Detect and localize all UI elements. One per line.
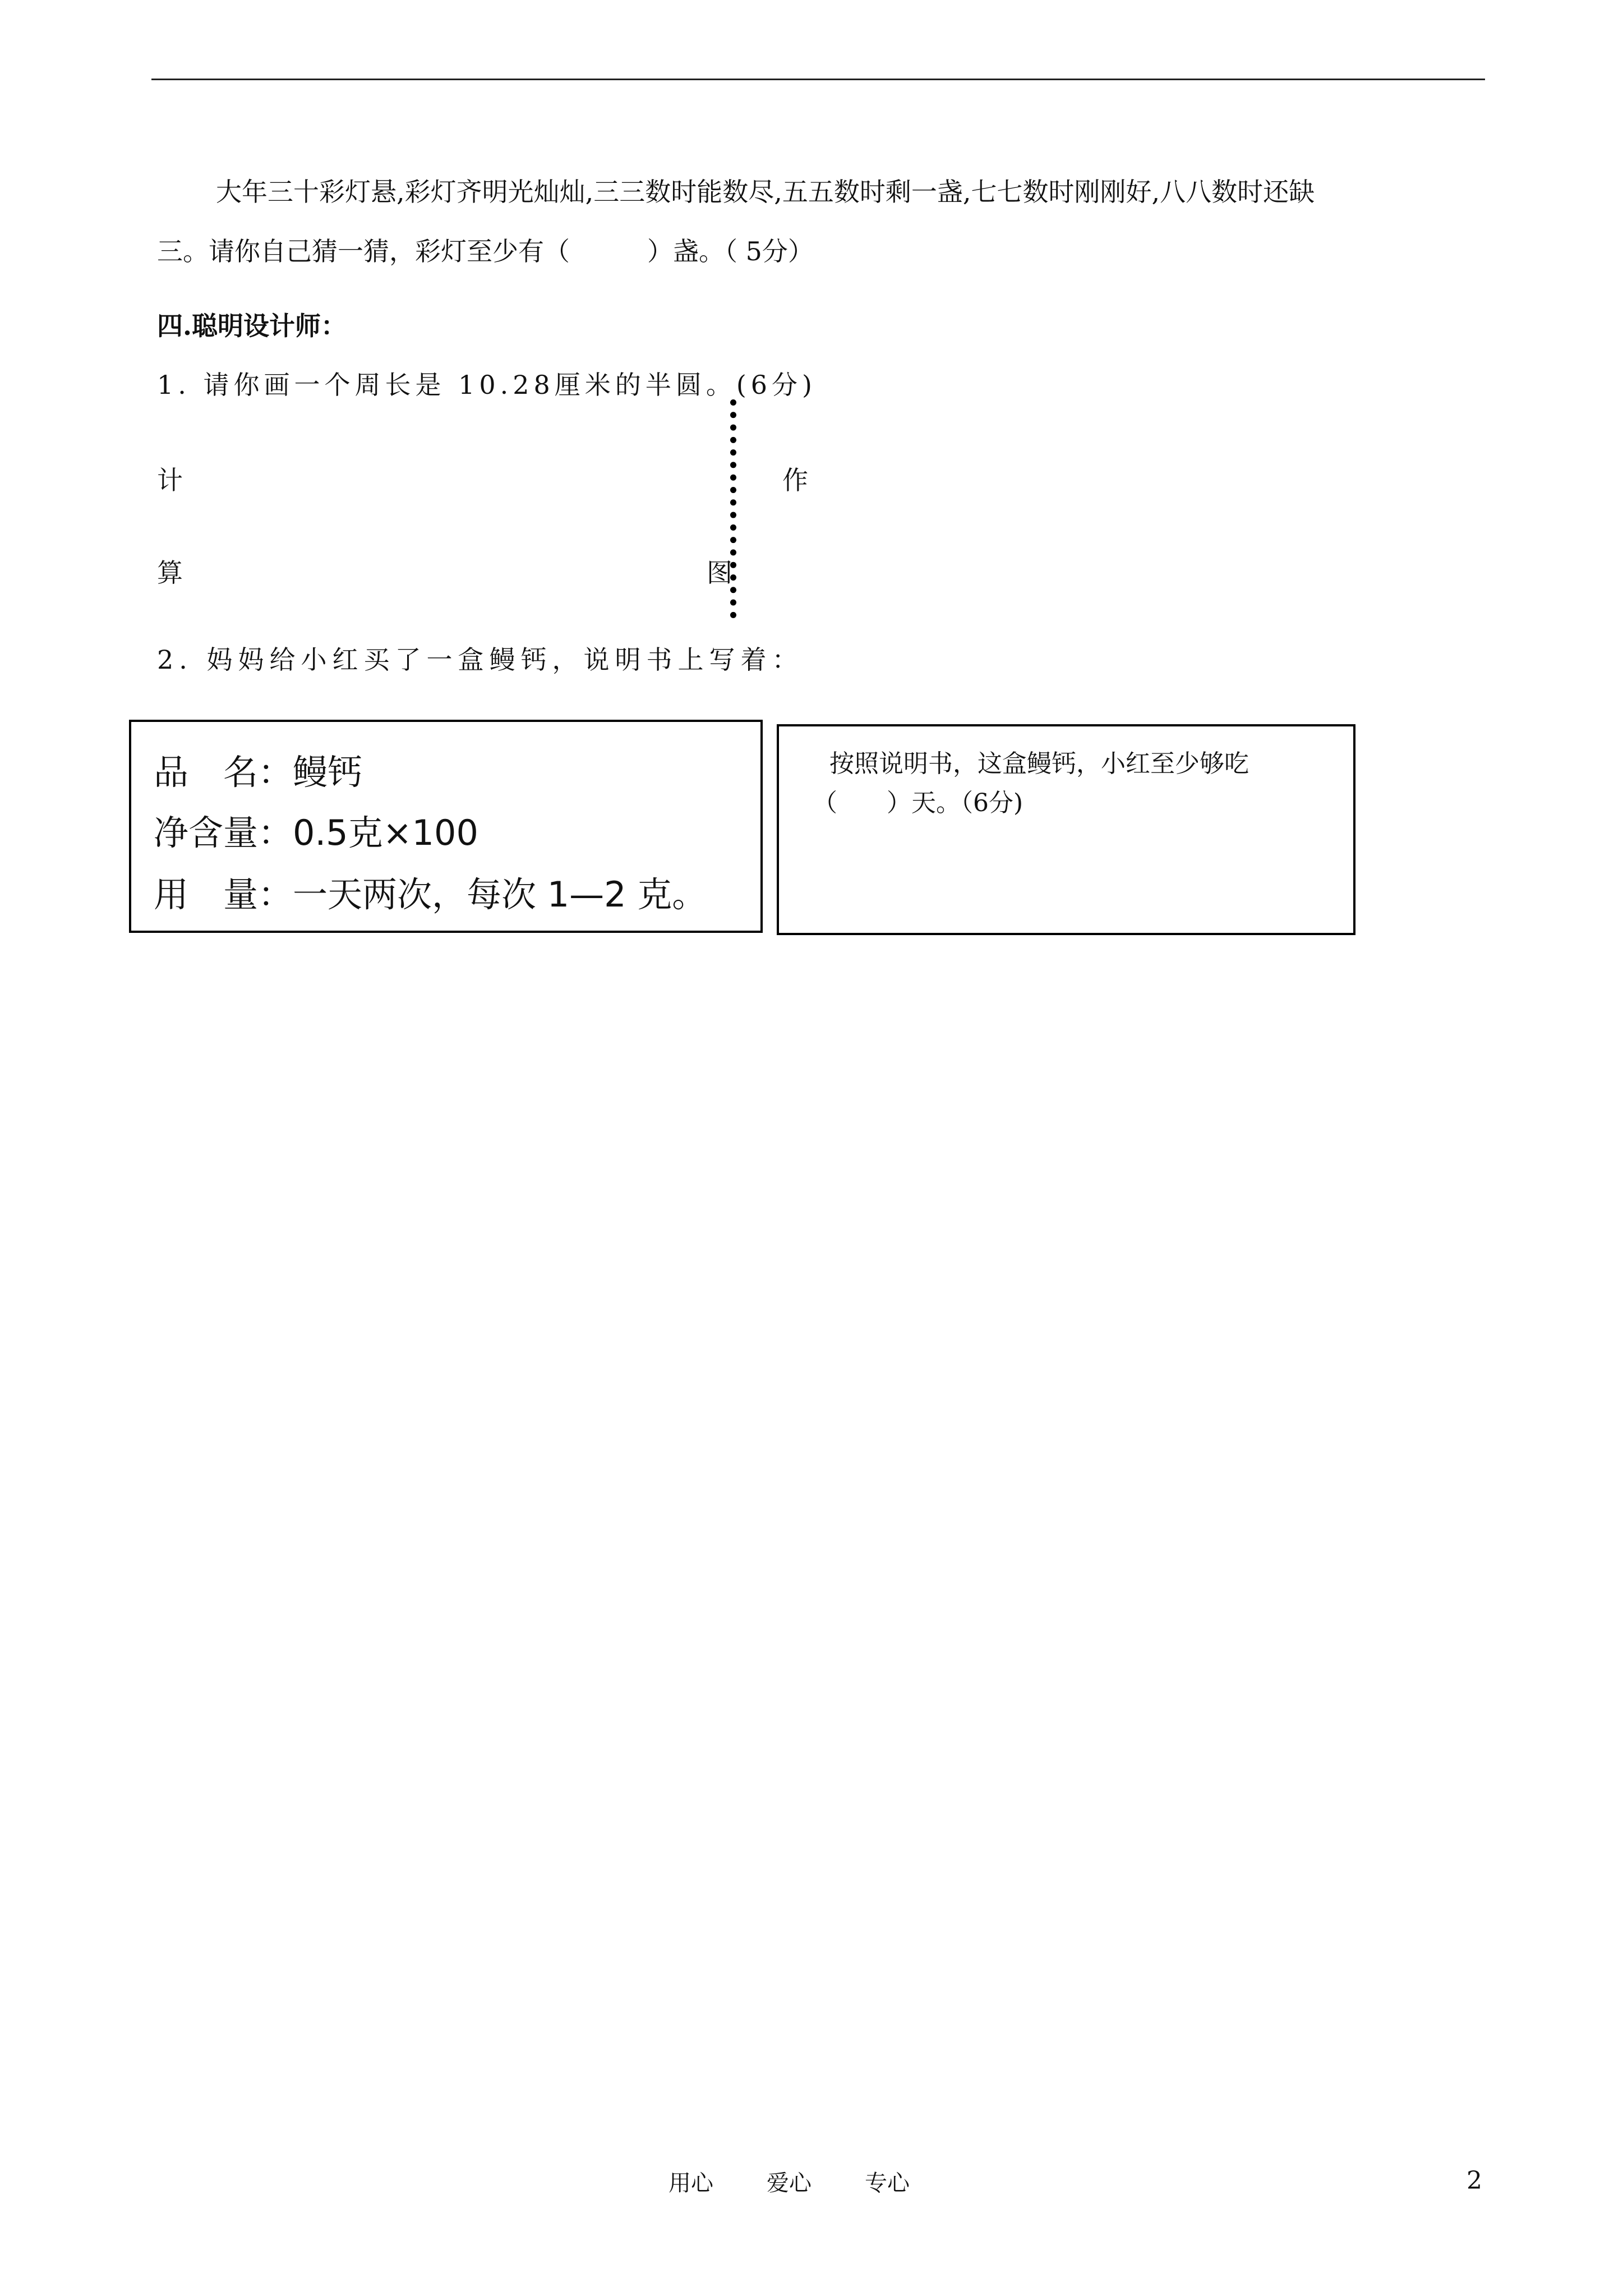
draw-label-top: 作: [782, 465, 808, 495]
footer-motto: [668, 2165, 963, 2197]
page-number: 2: [1467, 2166, 1482, 2195]
product-label-box: [129, 720, 763, 933]
question-2: 2. 妈妈给小红买了一盒鳗钙，说明书上写着：: [157, 645, 804, 675]
footer-word: 用心: [668, 2170, 713, 2196]
product-name-line: 品 名：鳗钙: [154, 752, 363, 793]
calc-label-bottom: 算: [157, 558, 183, 588]
header-rule: [151, 79, 1485, 80]
calc-label-top: 计: [157, 465, 183, 495]
footer-word: 专心: [865, 2170, 910, 2196]
product-dosage-line: 用 量：一天两次，每次 1—2 克。: [154, 874, 707, 915]
riddle-line-1: 大年三十彩灯悬,彩灯齐明光灿灿,三三数时能数尽,五五数时剩一盏,七七数时刚刚好,八八数时还缺: [216, 177, 1315, 207]
dotted-divider: [730, 399, 736, 618]
draw-label-bottom: 图: [707, 558, 732, 588]
question-2-answer-box: [777, 724, 1355, 935]
riddle-line-2: 三。请你自己猜一猜，彩灯至少有（ ）盏。（ 5分）: [157, 236, 814, 266]
question-2-text-line-2: （ ）天。（6分): [813, 789, 1023, 817]
question-2-text-line-1: 按照说明书，这盒鳗钙，小红至少够吃: [829, 749, 1249, 778]
section-title: 四.聪明设计师：: [157, 311, 347, 341]
question-1: 1. 请你画一个周长是 10.28厘米的半圆。(6分): [157, 370, 817, 400]
product-net-content-line: 净含量：0.5克×100: [154, 812, 478, 853]
footer-word: 爱心: [767, 2170, 811, 2196]
